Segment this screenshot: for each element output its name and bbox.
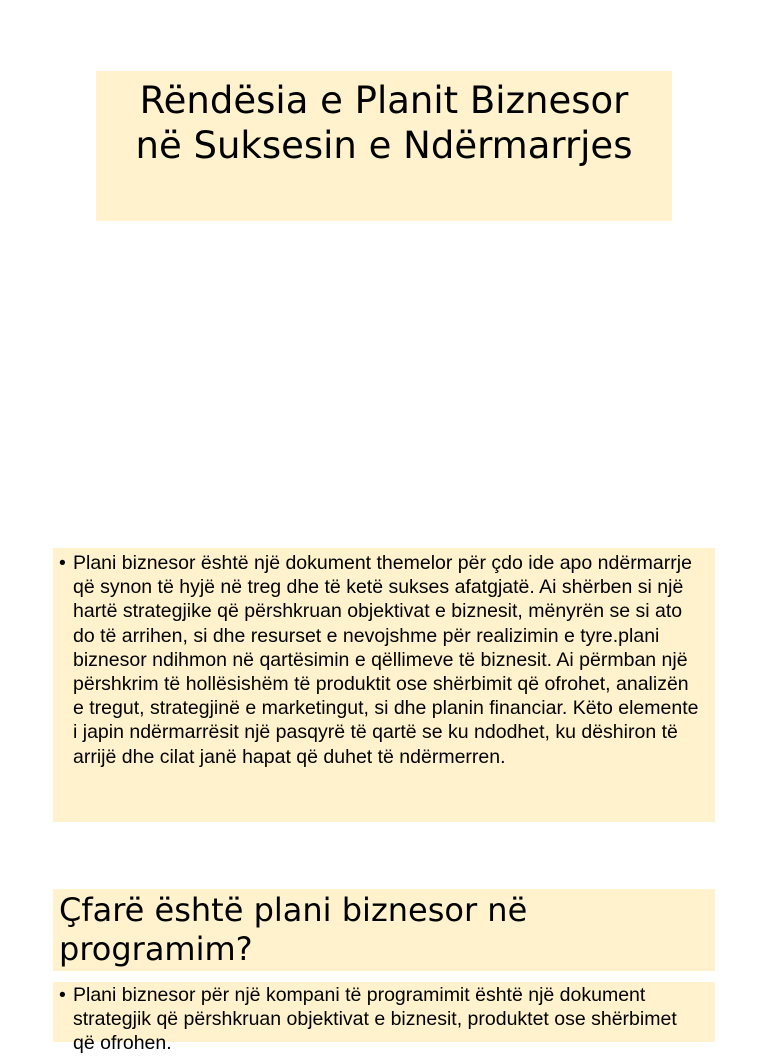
programming-paragraph: Plani biznesor për një kompani të programimit është një dokument strategjik që përshkruan objektivat e biznesit, produktet ose shërbimet që ofrohen.	[73, 984, 677, 1055]
title-line-2: në Suksesin e Ndërmarrjes	[135, 124, 633, 167]
section-heading-box	[53, 889, 715, 971]
programming-bullet-item	[59, 983, 701, 1056]
section-heading-line-1: Çfarë është plani biznesor në	[59, 891, 528, 929]
page-title	[136, 78, 633, 168]
intro-bullet-item	[59, 551, 701, 769]
intro-text-box	[53, 548, 715, 822]
programming-text-box	[53, 982, 715, 1055]
bullet-icon: •	[59, 552, 66, 574]
intro-paragraph: Plani biznesor është një dokument themelor për çdo ide apo ndërmarrje që synon të hyjë në treg dhe të ketë sukses afatgjatë. Ai shërben si një hartë strategjike që përshkruan objektivat e biznesit, mënyrën se si ato do të arrihen, si dhe resurset e nevojshme për realizimin e tyre.plani biznesor ndihmon në qartësimin e qëllimeve të biznesit. Ai përmban një përshkrim të hollësishëm të produktit ose shërbimit që ofrohet, analizën e tregut, strategjinë e marketingut, si dhe planin financiar. Këto elemente i japin ndërmarrësit një pasqyrë të qartë se ku ndodhet, ku dëshiron të arrijë dhe cilat janë hapat që duhet të ndërmerren.	[73, 552, 699, 768]
section-heading-line-2: programim?	[59, 930, 253, 968]
bullet-icon: •	[59, 984, 66, 1006]
section-heading	[59, 891, 715, 969]
title-box	[96, 71, 672, 221]
title-line-1: Rëndësia e Planit Biznesor	[139, 79, 629, 122]
